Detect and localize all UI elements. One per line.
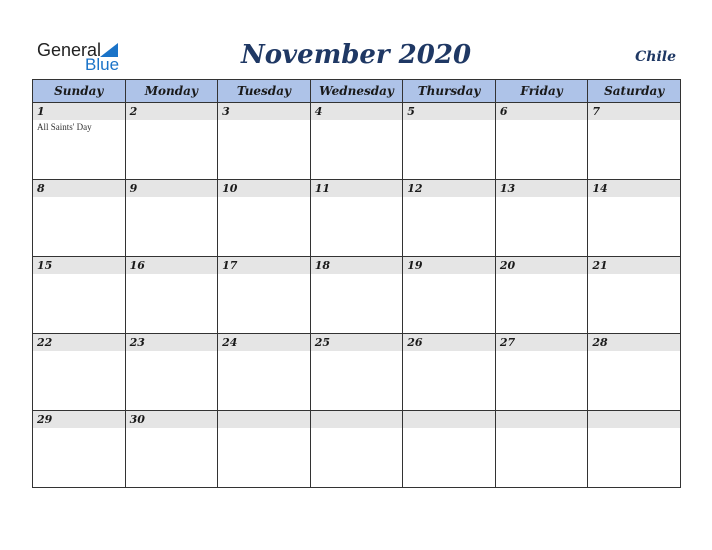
weekday-saturday: Saturday <box>588 80 681 103</box>
day-number-bar <box>126 334 218 351</box>
holiday-label <box>33 197 125 199</box>
day-number-bar <box>126 257 218 274</box>
day-number: 16 <box>129 259 145 272</box>
day-number-bar <box>311 257 403 274</box>
day-cell <box>125 180 218 257</box>
day-cell <box>588 257 681 334</box>
country-label: Chile <box>635 49 676 65</box>
week-row <box>33 180 681 257</box>
holiday-label <box>126 428 218 430</box>
day-number: 15 <box>37 259 53 272</box>
day-cell <box>218 257 311 334</box>
day-number: 27 <box>499 336 516 349</box>
day-number-bar <box>33 257 125 274</box>
calendar-grid <box>32 79 681 488</box>
holiday-label <box>126 274 218 276</box>
holiday-label <box>496 120 588 122</box>
day-number-bar <box>496 411 588 428</box>
holiday-label <box>403 351 495 353</box>
day-number-bar <box>311 334 403 351</box>
day-cell <box>403 411 496 488</box>
day-number-bar <box>311 103 403 120</box>
day-number-bar <box>218 103 310 120</box>
day-number-bar <box>126 411 218 428</box>
day-cell <box>588 334 681 411</box>
day-cell <box>33 411 126 488</box>
day-number: 17 <box>222 259 238 272</box>
day-number-bar <box>403 257 495 274</box>
weekday-tuesday: Tuesday <box>218 80 311 103</box>
day-cell <box>310 180 403 257</box>
holiday-label <box>496 197 588 199</box>
day-cell <box>495 334 588 411</box>
day-number: 24 <box>222 336 238 349</box>
day-number-bar <box>588 257 680 274</box>
day-number: 13 <box>499 182 516 195</box>
day-cell <box>125 103 218 180</box>
holiday-label <box>496 428 588 430</box>
holiday-label <box>403 197 495 199</box>
day-number: 11 <box>314 182 330 195</box>
week-row <box>33 411 681 488</box>
day-number-bar <box>33 103 125 120</box>
day-number: 10 <box>222 182 238 195</box>
holiday-label <box>311 351 403 353</box>
day-number-bar <box>33 334 125 351</box>
day-cell <box>495 103 588 180</box>
day-cell <box>310 334 403 411</box>
day-number: 25 <box>314 336 330 349</box>
holiday-label <box>218 351 310 353</box>
day-cell <box>218 103 311 180</box>
week-row <box>33 103 681 180</box>
day-number: 19 <box>407 259 423 272</box>
holiday-label <box>403 120 495 122</box>
logo-general-text: General <box>37 40 102 60</box>
holiday-label <box>403 428 495 430</box>
holiday-label <box>126 351 218 353</box>
holiday-label <box>588 120 680 122</box>
day-number: 8 <box>37 182 45 195</box>
weekday-sunday: Sunday <box>33 80 126 103</box>
day-cell <box>588 103 681 180</box>
day-number-bar <box>588 103 680 120</box>
day-cell <box>495 180 588 257</box>
calendar-title: November 2020 <box>240 40 472 70</box>
holiday-label <box>218 274 310 276</box>
day-cell <box>310 257 403 334</box>
holiday-label <box>126 197 218 199</box>
day-cell <box>33 257 126 334</box>
day-cell <box>218 411 311 488</box>
day-number-bar <box>126 180 218 197</box>
day-cell <box>403 103 496 180</box>
day-number: 6 <box>499 105 508 118</box>
day-cell <box>495 411 588 488</box>
day-number-bar <box>496 103 588 120</box>
day-number: 7 <box>592 105 601 118</box>
holiday-label <box>588 274 680 276</box>
day-cell <box>125 334 218 411</box>
logo-blue-text: Blue <box>85 55 120 74</box>
holiday-label <box>33 274 125 276</box>
week-row <box>33 334 681 411</box>
day-number: 29 <box>37 413 53 426</box>
holiday-label <box>218 120 310 122</box>
day-cell <box>33 180 126 257</box>
weekday-thursday: Thursday <box>403 80 496 103</box>
holiday-label <box>496 351 588 353</box>
day-number-bar <box>588 411 680 428</box>
day-number: 4 <box>314 105 323 118</box>
holiday-label <box>311 120 403 122</box>
day-number-bar <box>403 334 495 351</box>
day-cell <box>310 411 403 488</box>
holiday-label <box>403 274 495 276</box>
weekday-friday: Friday <box>495 80 588 103</box>
holiday-label <box>588 428 680 430</box>
day-number: 18 <box>314 259 330 272</box>
day-number-bar <box>218 257 310 274</box>
day-number: 28 <box>592 336 608 349</box>
holiday-label <box>33 428 125 430</box>
day-number-bar <box>311 180 403 197</box>
holiday-label <box>496 274 588 276</box>
day-number: 12 <box>407 182 423 195</box>
day-cell <box>403 257 496 334</box>
day-number: 1 <box>37 105 45 118</box>
weekday-wednesday: Wednesday <box>310 80 403 103</box>
day-cell <box>588 180 681 257</box>
day-number: 14 <box>592 182 608 195</box>
day-number: 30 <box>129 413 145 426</box>
day-number-bar <box>496 257 588 274</box>
day-number: 21 <box>592 259 608 272</box>
day-number-bar <box>588 180 680 197</box>
day-number-bar <box>403 411 495 428</box>
holiday-label <box>126 120 218 122</box>
day-number: 3 <box>222 105 230 118</box>
holiday-label <box>33 351 125 353</box>
day-number-bar <box>126 103 218 120</box>
day-number: 20 <box>499 259 516 272</box>
day-number: 9 <box>129 182 138 195</box>
holiday-label <box>311 197 403 199</box>
day-cell <box>218 180 311 257</box>
day-number-bar <box>311 411 403 428</box>
day-number-bar <box>218 411 310 428</box>
day-number-bar <box>403 180 495 197</box>
day-number: 22 <box>37 336 53 349</box>
day-cell <box>218 334 311 411</box>
day-number-bar <box>218 180 310 197</box>
day-cell <box>33 334 126 411</box>
day-number: 2 <box>129 105 138 118</box>
day-cell <box>403 334 496 411</box>
day-cell <box>588 411 681 488</box>
day-number-bar <box>496 334 588 351</box>
holiday-label <box>311 428 403 430</box>
holiday-label <box>218 428 310 430</box>
weekday-header-row <box>33 80 681 103</box>
day-number: 5 <box>407 105 415 118</box>
day-number-bar <box>403 103 495 120</box>
day-cell <box>310 103 403 180</box>
day-cell <box>495 257 588 334</box>
day-cell <box>403 180 496 257</box>
day-number-bar <box>496 180 588 197</box>
day-number: 26 <box>407 336 423 349</box>
weekday-monday: Monday <box>125 80 218 103</box>
week-row <box>33 257 681 334</box>
day-cell <box>125 411 218 488</box>
day-number-bar <box>33 411 125 428</box>
day-cell <box>33 103 126 180</box>
holiday-label <box>218 197 310 199</box>
holiday-label <box>311 274 403 276</box>
day-number-bar <box>33 180 125 197</box>
holiday-label <box>588 197 680 199</box>
holiday-label <box>588 351 680 353</box>
day-number-bar <box>218 334 310 351</box>
day-number: 23 <box>129 336 145 349</box>
holiday-label: All Saints' Day <box>37 122 92 132</box>
day-number-bar <box>588 334 680 351</box>
day-cell <box>125 257 218 334</box>
